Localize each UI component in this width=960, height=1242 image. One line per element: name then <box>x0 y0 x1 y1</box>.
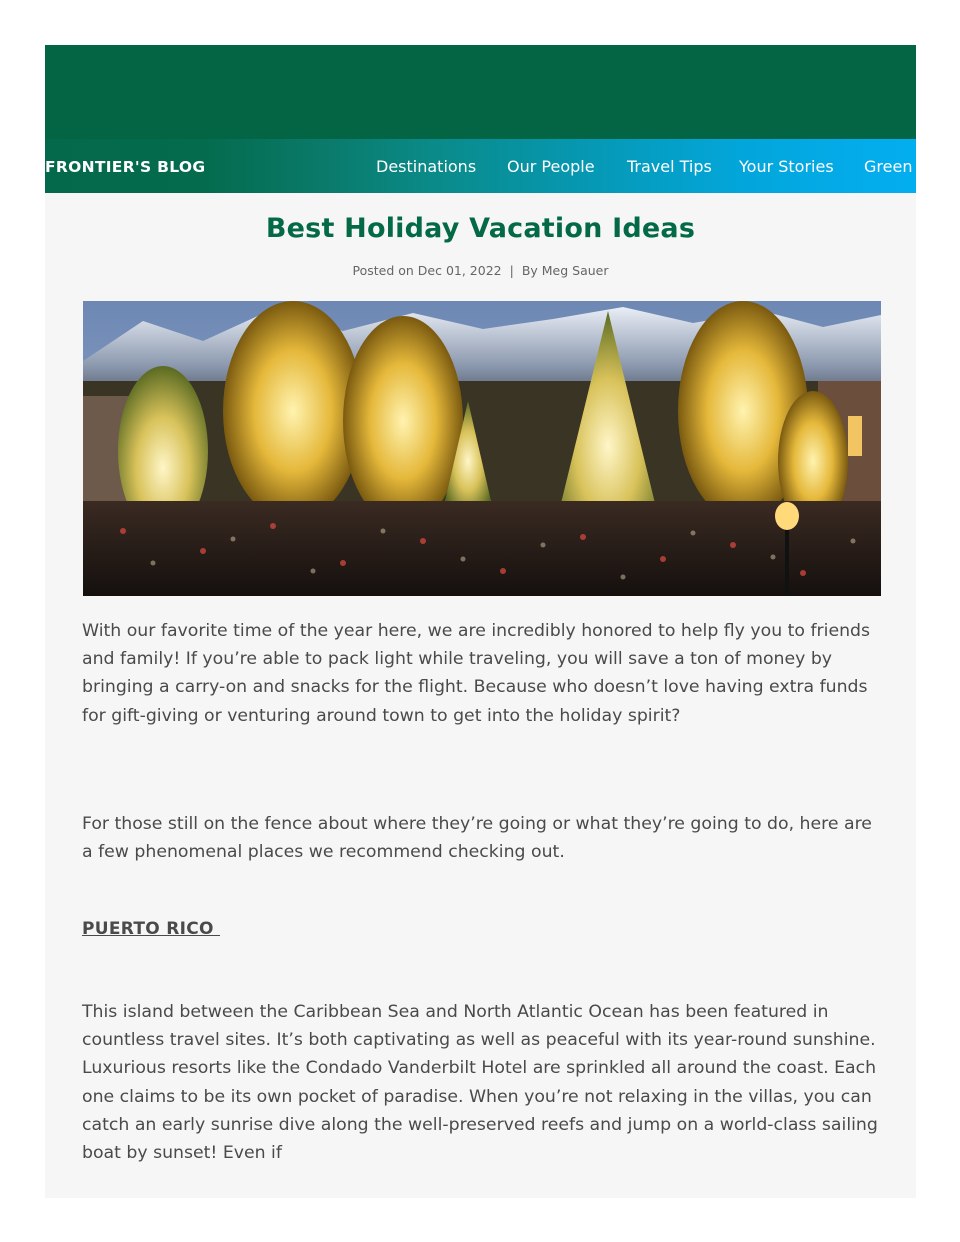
nav-our-people[interactable]: Our People <box>507 157 595 176</box>
blog-page <box>45 45 916 1198</box>
meta-separator: | <box>509 263 514 278</box>
section-heading-puerto-rico: PUERTO RICO <box>82 919 221 939</box>
nav-travel-tips[interactable]: Travel Tips <box>627 157 712 176</box>
article-meta <box>45 263 916 278</box>
article-title: Best Holiday Vacation Ideas <box>265 213 696 244</box>
nav-your-stories[interactable]: Your Stories <box>739 157 834 176</box>
brand-logo-link[interactable]: FRONTIER'S BLOG <box>45 158 206 176</box>
nav-destinations[interactable]: Destinations <box>376 157 477 176</box>
top-banner <box>45 45 916 139</box>
post-author: By Meg Sauer <box>521 263 609 278</box>
nav-green[interactable]: Green <box>864 157 913 176</box>
puerto-rico-paragraph: This island between the Caribbean Sea and North Atlantic Ocean has been featured in countless travel sites. It’s both captivating as well as peaceful with its year-round sunshine. Luxurious resorts like the Condado Vanderbilt Hotel are sprinkled all around the coast. Each one claims to be its own pocket of paradise. When you’re not relaxing in the villas, you can catch an early sunrise dive along the well-preserved reefs and jump on a world-class sailing boat by sunset! Even if <box>82 1002 878 1164</box>
hero-image <box>83 301 881 596</box>
post-date: Posted on Dec 01, 2022 <box>352 263 502 278</box>
nav-bar <box>45 139 916 193</box>
recommendation-paragraph: For those still on the fence about where they’re going or what they’re going to do, here are a few phenomenal places we recommend checking out. <box>82 814 872 863</box>
intro-paragraph: With our favorite time of the year here, we are incredibly honored to help fly you to friends and family! If you’re able to pack light while traveling, you will save a ton of money by bringing a carry-on and snacks for the flight. Because who doesn’t love having extra funds for gift-giving or venturing around town to get into the holiday spirit? <box>82 621 871 726</box>
